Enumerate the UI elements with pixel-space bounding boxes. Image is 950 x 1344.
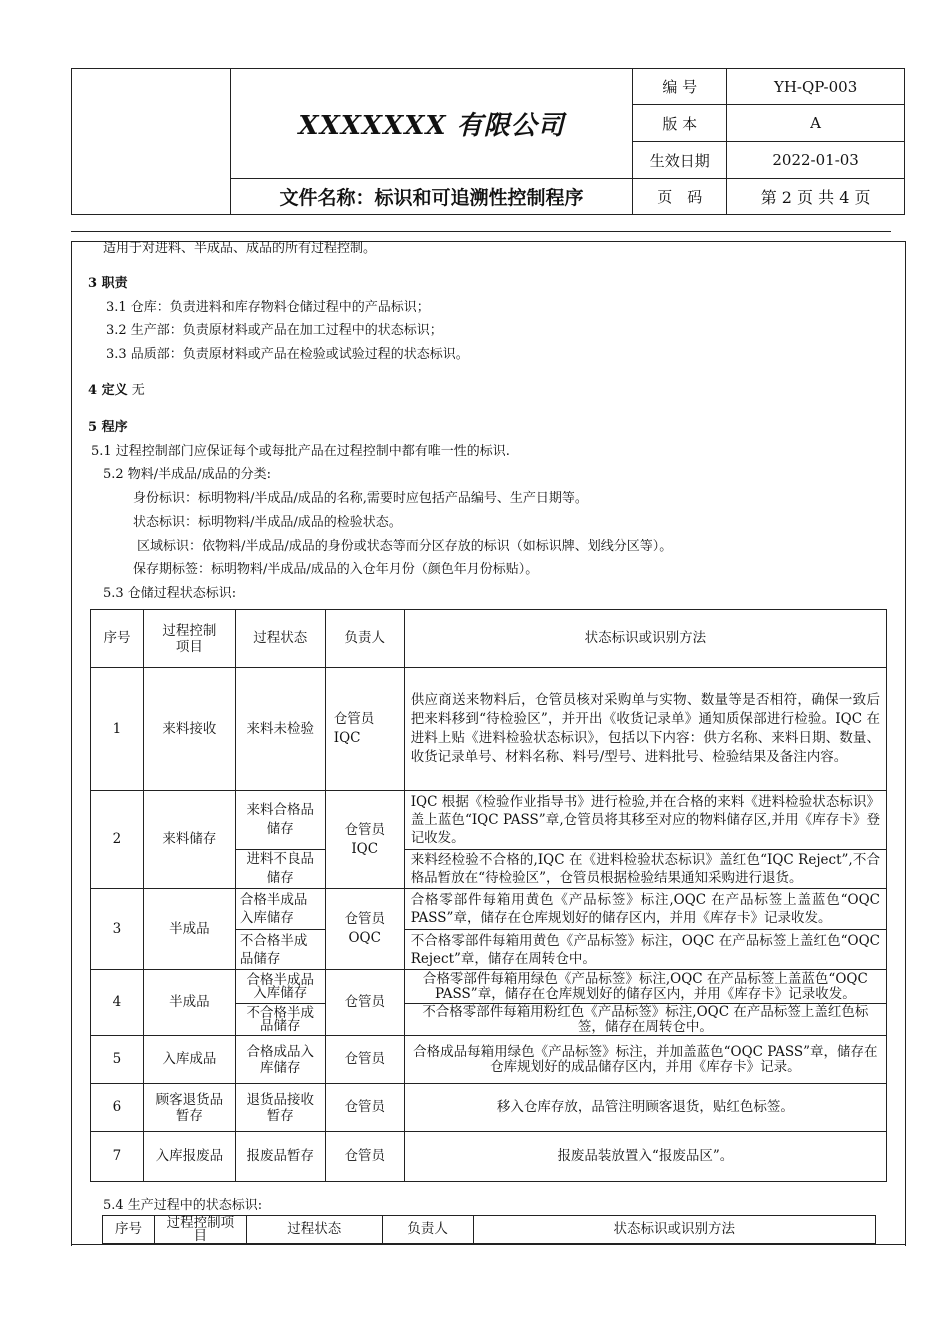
column-header: 过程控制项目: [154, 1216, 246, 1244]
production-status-table: [102, 1215, 876, 1244]
identification-method: 不合格零部件每箱用黄色《产品标签》标注，OQC 在产品标签上盖红色“OQC Reject”章，储存在周转仓中。: [404, 930, 886, 970]
control-item: 入库报废品: [143, 1132, 235, 1182]
header-label: 版 本: [633, 105, 727, 142]
column-header: 序号: [103, 1216, 155, 1244]
scope-text: 适用于对进料、半成品、成品的所有过程控制。: [103, 241, 377, 256]
content-frame-bottom: [71, 1244, 905, 1245]
row-number: 3: [91, 889, 144, 970]
process-state: 合格半成品入库储存: [235, 970, 325, 1004]
column-header: 过程状态: [235, 610, 325, 668]
owner: 仓管员 OQC: [325, 889, 404, 970]
table-row: [91, 791, 887, 850]
identification-method: 供应商送来物料后，仓管员核对采购单与实物、数量等是否相符，确保一致后把来料移到“待检验区”，并开出《收货记录单》通知质保部进行检验。IQC 在进料上贴《进料检验状态标识》，包括以下内容：供方名称、来料日期、数量、收货记录单号、材料名称、料号/型号、进料批号、检验结果及备注内容。: [404, 668, 886, 791]
header-label: 页 码: [633, 179, 727, 215]
process-state: 合格成品入库储存: [235, 1036, 325, 1084]
identification-method: 移入仓库存放，品管注明顾客退货，贴红色标签。: [404, 1084, 886, 1132]
section-5-1: 5.1 过程控制部门应保证每个或每批产品在过程控制中都有唯一性的标识.: [91, 444, 510, 459]
table-row: [91, 668, 887, 791]
identification-method: 不合格零部件每箱用粉红色《产品标签》标注,OQC 在产品标签上盖红色标签，储存在周转仓中。: [404, 1004, 886, 1036]
section-4-text: 无: [131, 383, 145, 398]
control-item: 入库成品: [143, 1036, 235, 1084]
header-divider: [71, 231, 891, 232]
column-header: 负责人: [325, 610, 404, 668]
classification-item: 状态标识：标明物料/半成品/成品的检验状态。: [133, 515, 402, 530]
row-number: 2: [91, 791, 144, 889]
table-header-row: [91, 610, 887, 668]
process-state: 报废品暂存: [235, 1132, 325, 1182]
classification-item: 保存期标签：标明物料/半成品/成品的入仓年月份（颜色年月份标贴）。: [133, 562, 539, 577]
table-row: [91, 889, 887, 930]
identification-method: 合格成品每箱用绿色《产品标签》标注，并加盖蓝色“OQC PASS”章，储存在仓库规划好的成品储存区内，并用《库存卡》记录。: [404, 1036, 886, 1084]
section-3-title: 3 职责: [88, 276, 128, 291]
identification-method: 来料经检验不合格的,IQC 在《进料检验状态标识》盖红色“IQC Reject”,不合格品暂放在“待检验区”，仓管员根据检验结果通知采购进行退货。: [404, 850, 886, 889]
row-number: 5: [91, 1036, 144, 1084]
section-3-item: 3.2 生产部：负责原材料或产品在加工过程中的状态标识；: [106, 323, 443, 338]
table-row: [91, 1084, 887, 1132]
column-header: 状态标识或识别方法: [404, 610, 886, 668]
section-4: [88, 383, 145, 399]
identification-method: 报废品装放置入“报废品区”。: [404, 1132, 886, 1182]
header-value: YH-QP-003: [727, 69, 905, 105]
section-5-2: 5.2 物料/半成品/成品的分类:: [103, 467, 271, 482]
identification-method: IQC 根据《检验作业指导书》进行检验,并在合格的来料《进料检验状态标识》盖上蓝色“IQC PASS”章,仓管员将其移至对应的物料储存区,并用《库存卡》登记收发。: [404, 791, 886, 850]
column-header: 过程状态: [246, 1216, 382, 1244]
process-state: 退货品接收暂存: [235, 1084, 325, 1132]
process-state: 进料不良品储存: [235, 850, 325, 889]
process-state: 不合格半成品储存: [235, 930, 325, 970]
header-value: 第 2 页 共 4 页: [727, 179, 905, 215]
logo-cell: [72, 69, 231, 215]
header-label: 编 号: [633, 69, 727, 105]
row-number: 1: [91, 668, 144, 791]
process-state: 合格半成品入库储存: [235, 889, 325, 930]
section-5-3: 5.3 仓储过程状态标识:: [103, 586, 237, 601]
identification-method: 合格零部件每箱用绿色《产品标签》标注,OQC 在产品标签上盖蓝色“OQC PASS”章，储存在仓库规划好的储存区内，并用《库存卡》记录收发。: [404, 970, 886, 1004]
owner: 仓管员: [325, 1036, 404, 1084]
column-header: 状态标识或识别方法: [473, 1216, 875, 1244]
section-3-item: 3.3 品质部：负责原材料或产品在检验或试验过程的状态标识。: [106, 347, 469, 362]
table-header-row: [103, 1216, 876, 1244]
section-5-4: 5.4 生产过程中的状态标识:: [103, 1198, 263, 1213]
section-3-item: 3.1 仓库：负责进料和库存物料仓储过程中的产品标识；: [106, 300, 430, 315]
row-number: 7: [91, 1132, 144, 1182]
section-4-title: 4 定义: [88, 383, 128, 398]
table-row: [91, 1132, 887, 1182]
document-name: 文件名称：标识和可追溯性控制程序: [279, 187, 584, 209]
company-name: XXXXXXX 有限公司: [298, 111, 565, 141]
header-value: A: [727, 105, 905, 142]
header-value: 2022-01-03: [727, 142, 905, 179]
classification-item: 区域标识：依物料/半成品/成品的身份或状态等而分区存放的标识（如标识牌、划线分区等）。: [137, 539, 673, 554]
section-5-title: 5 程序: [88, 420, 128, 435]
control-item: 半成品: [143, 970, 235, 1036]
row-number: 6: [91, 1084, 144, 1132]
company-name-cell: [230, 69, 633, 179]
column-header: 过程控制项目: [143, 610, 235, 668]
identification-method: 合格零部件每箱用黄色《产品标签》标注,OQC 在产品标签上盖蓝色“OQC PASS”章，储存在仓库规划好的储存区内，并用《库存卡》记录收发。: [404, 889, 886, 930]
control-item: 来料储存: [143, 791, 235, 889]
owner: 仓管员: [325, 1132, 404, 1182]
column-header: 序号: [91, 610, 144, 668]
process-state: 不合格半成品储存: [235, 1004, 325, 1036]
process-state: 来料合格品储存: [235, 791, 325, 850]
control-item: 顾客退货品暂存: [143, 1084, 235, 1132]
row-number: 4: [91, 970, 144, 1036]
document-name-cell: [230, 179, 633, 215]
process-state: 来料未检验: [235, 668, 325, 791]
column-header: 负责人: [382, 1216, 473, 1244]
storage-status-table: [90, 609, 887, 1182]
control-item: 来料接收: [143, 668, 235, 791]
header-label: 生效日期: [633, 142, 727, 179]
classification-item: 身份标识：标明物料/半成品/成品的名称,需要时应包括产品编号、生产日期等。: [133, 491, 588, 506]
owner: 仓管员: [325, 1084, 404, 1132]
control-item: 半成品: [143, 889, 235, 970]
owner: 仓管员: [325, 970, 404, 1036]
owner: 仓管员 IQC: [325, 791, 404, 889]
owner: 仓管员 IQC: [325, 668, 404, 791]
document-header-table: [71, 68, 905, 215]
table-row: [91, 970, 887, 1004]
table-row: [91, 1036, 887, 1084]
